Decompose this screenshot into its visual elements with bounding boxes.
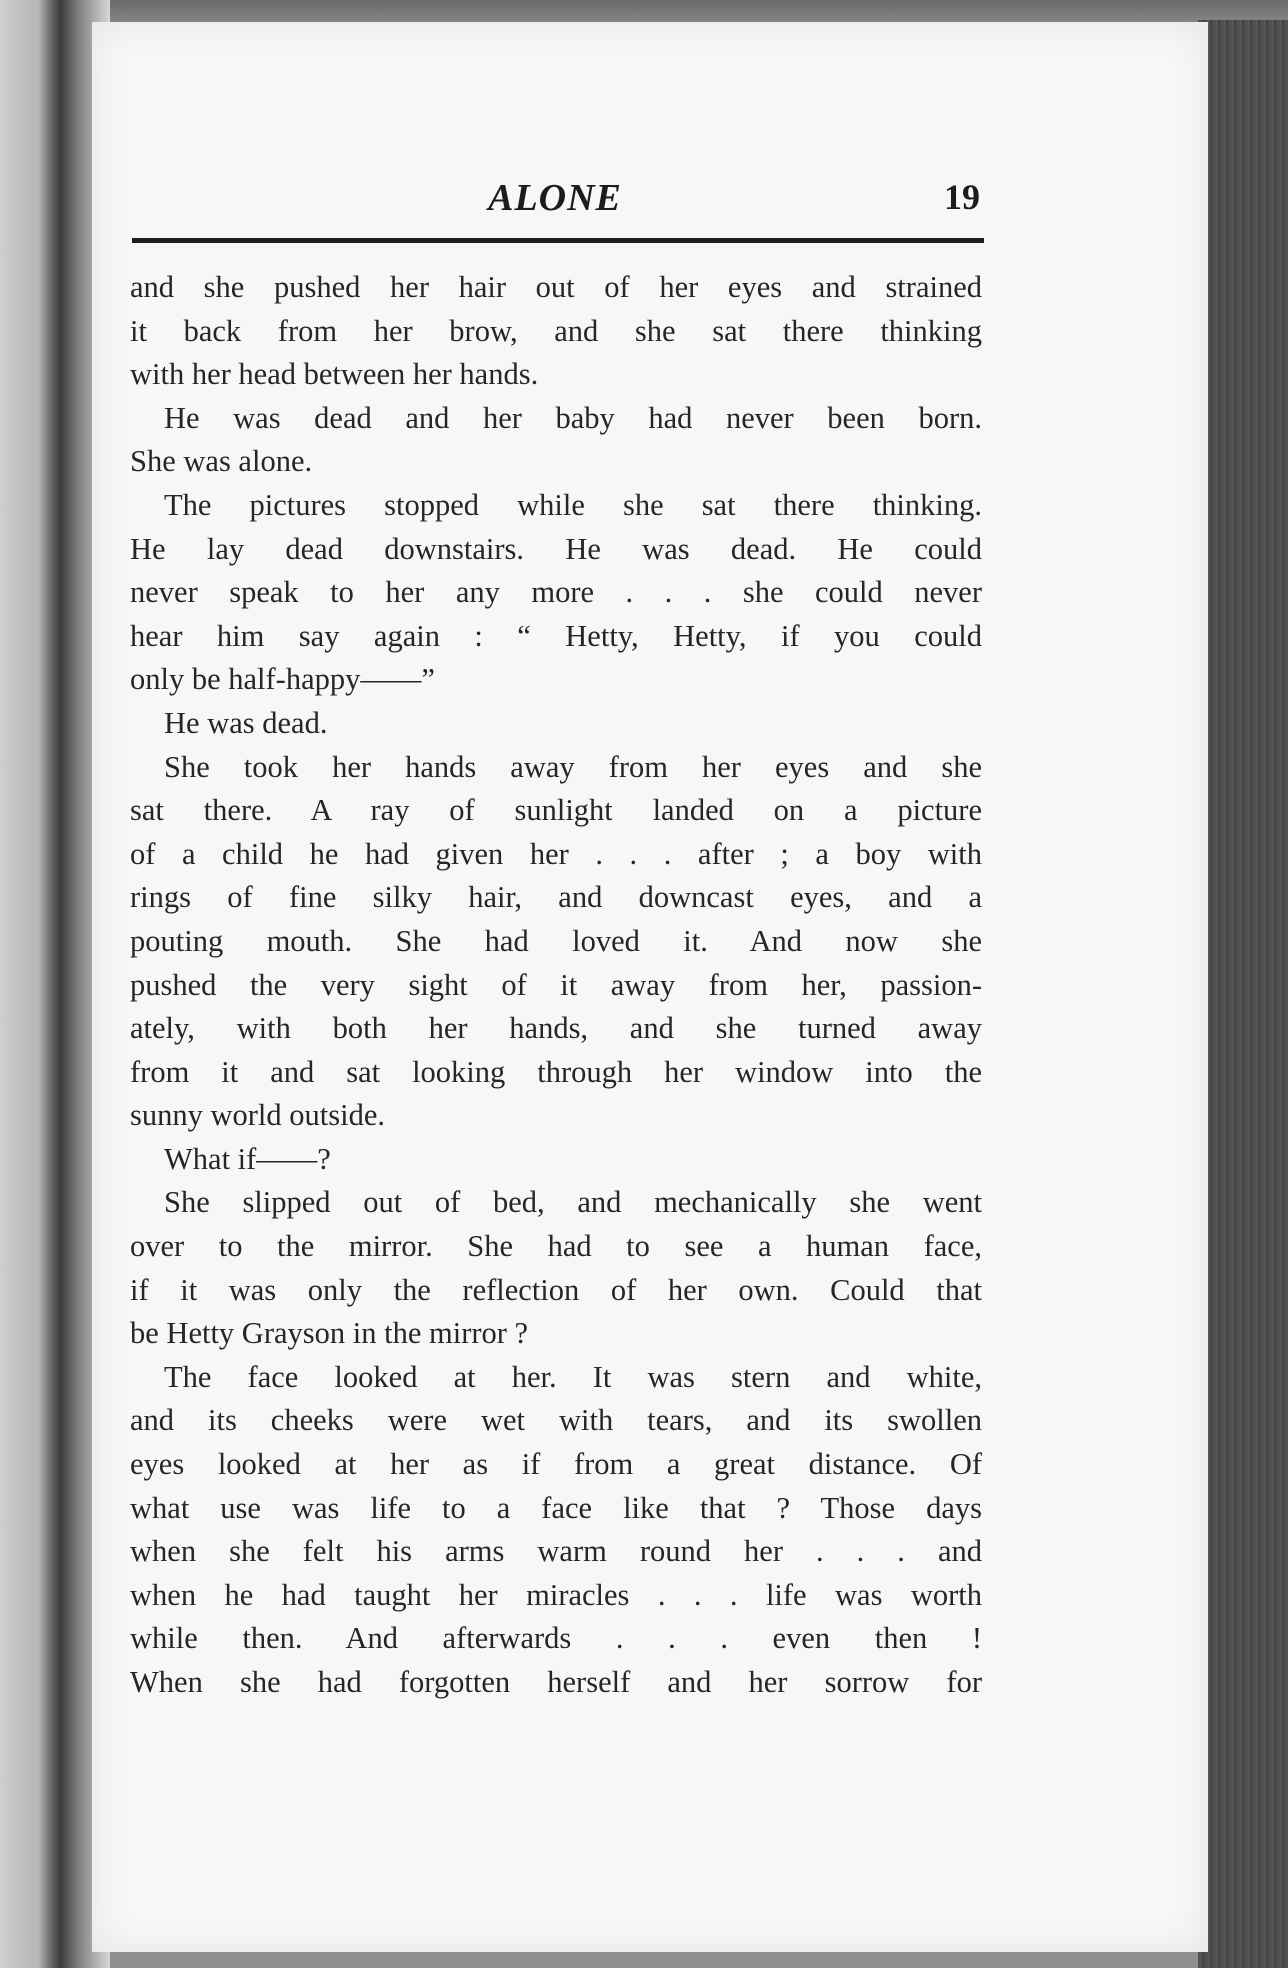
running-header (128, 176, 982, 226)
text-line: while then. And afterwards . . . even then ! (130, 1621, 982, 1656)
text-line: only be half-happy——” (130, 662, 435, 697)
text-line: over to the mirror. She had to see a human face, (130, 1229, 982, 1264)
text-line: and its cheeks were wet with tears, and its swollen (130, 1403, 982, 1438)
text-line: He was dead. (164, 705, 328, 740)
text-line: with her head between her hands. (130, 357, 539, 392)
text-line: be Hetty Grayson in the mirror ? (130, 1316, 529, 1351)
text-line: and she pushed her hair out of her eyes and strained (130, 270, 982, 304)
text-line: She was alone. (130, 444, 313, 479)
text-line: what use was life to a face like that ? Those days (130, 1490, 982, 1525)
text-line: if it was only the reflection of her own. Could that (130, 1272, 982, 1307)
text-line: when she felt his arms warm round her . . . and (130, 1534, 982, 1569)
text-line: of a child he had given her . . . after ; a boy with (130, 836, 982, 871)
text-line: The face looked at her. It was stern and white, (164, 1359, 982, 1394)
text-line: sat there. A ray of sunlight landed on a picture (130, 793, 982, 828)
body-text (130, 266, 982, 1705)
text-line: eyes looked at her as if from a great distance. Of (130, 1447, 982, 1482)
text-line: pouting mouth. She had loved it. And now she (130, 923, 982, 958)
text-line: She took her hands away from her eyes and she (164, 749, 982, 784)
text-line: When she had forgotten herself and her sorrow for (130, 1665, 982, 1699)
text-line: from it and sat looking through her window into the (130, 1054, 982, 1089)
text-line: The pictures stopped while she sat there thinking. (164, 487, 982, 522)
text-line: it back from her brow, and she sat there thinking (130, 313, 982, 348)
header-rule (132, 238, 984, 243)
text-line: ately, with both her hands, and she turned away (130, 1011, 982, 1046)
text-line: pushed the very sight of it away from her, passion- (130, 967, 982, 1002)
text-line: sunny world outside. (130, 1098, 386, 1133)
text-line: She slipped out of bed, and mechanically she went (164, 1185, 982, 1220)
text-line: rings of fine silky hair, and downcast eyes, and a (130, 880, 982, 915)
text-line: when he had taught her miracles . . . life was worth (130, 1577, 982, 1612)
text-line: He was dead and her baby had never been born. (164, 400, 982, 435)
page-number: 19 (944, 177, 980, 217)
text-line: never speak to her any more . . . she could never (130, 575, 982, 610)
text-line: hear him say again : “ Hetty, Hetty, if you could (130, 618, 982, 653)
running-title: ALONE (488, 177, 622, 219)
text-line: He lay dead downstairs. He was dead. He could (130, 531, 982, 566)
text-line: What if——? (164, 1141, 331, 1176)
book-page-edges (1198, 20, 1288, 1968)
